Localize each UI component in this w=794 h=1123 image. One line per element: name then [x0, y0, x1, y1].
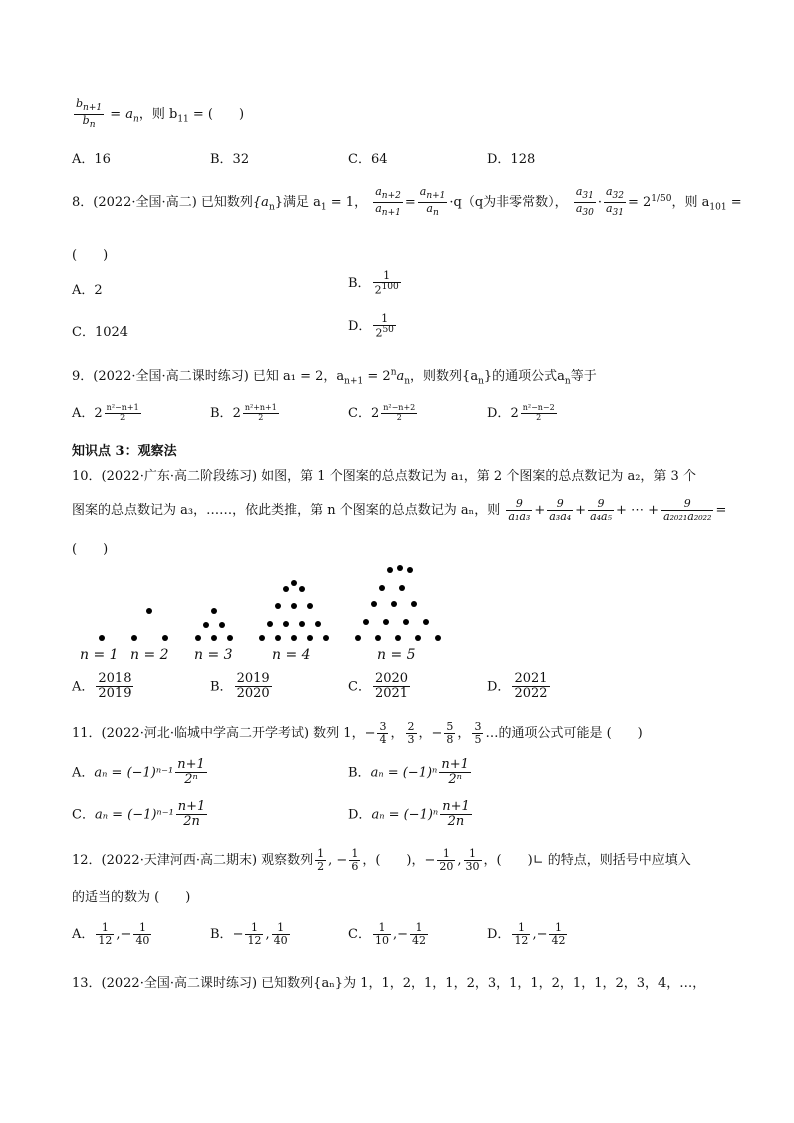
q9-option-b[interactable]: B．2 $\frac{\text{n²+n+1}}{2}$	[210, 403, 277, 422]
q9-option-a[interactable]: A．2 $\frac{\text{n²−n+1}}{2}$	[72, 403, 139, 422]
q10-line1: 10．(2022·广东·高二阶段练习) 如图，第 1 个图案的总点数记为 a₁，第 2 个图案的总点数记为 a₂，第 3 个	[72, 469, 696, 484]
pattern-dot	[195, 635, 201, 641]
q8-option-d[interactable]: D． $\frac{1}{2^{50}}$	[348, 312, 394, 340]
pattern-dot	[307, 603, 313, 609]
pattern-dot	[259, 635, 265, 641]
section-heading: 知识点 3：观察法	[72, 444, 177, 459]
q12-option-a[interactable]: A． $\frac{1}{12}$ ,− $\frac{1}{40}$	[72, 921, 150, 948]
pattern-dot	[391, 601, 397, 607]
pattern-dot	[435, 635, 441, 641]
pattern-dot	[323, 635, 329, 641]
pattern-dot	[275, 603, 281, 609]
q7-option-b[interactable]: B．32	[210, 152, 250, 167]
q11-option-c[interactable]: C．aₙ = (−1)ⁿ⁻¹ $\frac{n+1}{2n}$	[72, 799, 206, 830]
q10-option-a[interactable]: A． $\frac{2018}{2019}$	[72, 671, 132, 702]
pattern-dot	[415, 635, 421, 641]
q10-option-b[interactable]: B． $\frac{2019}{2020}$	[210, 671, 270, 702]
pattern-dot	[162, 635, 168, 641]
pattern-dot	[363, 619, 369, 625]
figure-label-n3: n = 3	[194, 647, 233, 663]
q12-stem: 12．(2022·天津河西·高二期末) 观察数列 $\frac{1}{2}$ , − $\frac{1}{6}$ ，( )，− $\frac{1}{20}$ , $\frac{1}{30}$ ，( )∟ 的特点，则括号中应填入	[72, 847, 691, 874]
q8-option-c[interactable]: C．1024	[72, 325, 129, 340]
q8-paren: ( )	[72, 248, 109, 263]
q11-stem: 11．(2022·河北·临城中学高二开学考试) 数列 1，− $\frac{3}{4}$ ， $\frac{2}{3}$ ，− $\frac{5}{8}$ ， $\frac{3}{5}$ …的通项公式可能是 ( )	[72, 720, 643, 747]
q8-stem: 8．(2022·全国·高二) 已知数列$\{a_n\}$满足 $a_1 = 1$， $\frac{a_{n+2}}{a_{n+1}}$ = $\frac{a_{n+1}}{a_n}$ ·q（q为非零常数）， $\frac{a_{31}}{a_{30}}$ · $\frac{a_{32}}{a_{31}}$ = $2^{1/50}$，则 $a_{101}$ =	[72, 185, 742, 219]
pattern-dot	[99, 635, 105, 641]
pattern-dot	[211, 608, 217, 614]
pattern-dot	[299, 586, 305, 592]
q12-line2: 的适当的数为 ( )	[72, 890, 191, 905]
q8-option-b[interactable]: B． $\frac{1}{2^{100}}$	[348, 269, 399, 297]
pattern-dot	[379, 585, 385, 591]
pattern-dot	[283, 621, 289, 627]
pattern-dot	[307, 635, 313, 641]
q7-option-c[interactable]: C．64	[348, 152, 388, 167]
pattern-dot	[383, 619, 389, 625]
pattern-dot	[397, 565, 403, 571]
q9-option-c[interactable]: C．2 $\frac{\text{n²−n+2}}{2}$	[348, 403, 416, 422]
pattern-dot	[267, 621, 273, 627]
pattern-dot	[131, 635, 137, 641]
q9-stem: 9．(2022·全国·高二课时练习) 已知 a₁ = 2，$a_{n+1} = 2^na_n$，则数列$\{a_n\}$的通项公式$a_n$等于	[72, 367, 597, 387]
pattern-dot	[399, 585, 405, 591]
pattern-dot	[387, 567, 393, 573]
pattern-dot	[375, 635, 381, 641]
q10-option-c[interactable]: C． $\frac{2020}{2021}$	[348, 671, 409, 702]
pattern-dot	[203, 622, 209, 628]
pattern-dot	[146, 608, 152, 614]
pattern-dot	[227, 635, 233, 641]
q10-option-d[interactable]: D． $\frac{2021}{2022}$	[487, 671, 548, 702]
pattern-dot	[219, 622, 225, 628]
q9-option-d[interactable]: D．2 $\frac{\text{n²−n−2}}{2}$	[487, 403, 555, 422]
q7-option-d[interactable]: D．128	[487, 152, 536, 167]
pattern-dot	[211, 635, 217, 641]
q10-line2: 图案的总点数记为 a₃，……，依此类推，第 n 个图案的总点数记为 aₙ，则 $\frac{9}{\text{a₁a₃}}$ + $\frac{9}{\text{a₃a₄}}$ + $\frac{9}{\text{a₄a₅}}$ + ⋯ + $\frac{9}{\text{a₂₀₂₁a₂₀₂₂}}$ =	[72, 497, 727, 524]
pattern-dot	[299, 621, 305, 627]
pattern-dot	[423, 619, 429, 625]
q12-option-d[interactable]: D． $\frac{1}{12}$ ,− $\frac{1}{42}$	[487, 921, 566, 948]
figure-label-n5: n = 5	[377, 647, 416, 663]
figure-label-n2: n = 2	[130, 647, 169, 663]
q11-option-a[interactable]: A．aₙ = (−1)ⁿ⁻¹ $\frac{n+1}{\text{2ⁿ}}$	[72, 757, 205, 788]
pattern-dot	[407, 567, 413, 573]
pattern-dot	[291, 580, 297, 586]
pattern-dot	[403, 619, 409, 625]
q13-stem: 13．(2022·全国·高二课时练习) 已知数列{aₙ}为 1，1，2，1，1，2，3，1，1，2，1，1，2，3，4，…，	[72, 976, 706, 991]
figure-label-n1: n = 1	[80, 647, 119, 663]
pattern-dot	[371, 601, 377, 607]
q10-paren: ( )	[72, 542, 109, 557]
q8-option-a[interactable]: A．2	[72, 283, 103, 298]
q11-option-d[interactable]: D．aₙ = (−1)ⁿ $\frac{n+1}{2n}$	[348, 799, 470, 830]
pattern-dot	[291, 635, 297, 641]
q12-option-c[interactable]: C． $\frac{1}{10}$ ,− $\frac{1}{42}$	[348, 921, 426, 948]
q11-option-b[interactable]: B．aₙ = (−1)ⁿ $\frac{n+1}{\text{2ⁿ}}$	[348, 757, 469, 788]
q12-option-b[interactable]: B．− $\frac{1}{12}$ , $\frac{1}{40}$	[210, 921, 288, 948]
pattern-dot	[395, 635, 401, 641]
q7-stem: $\frac{b_{n+1}}{b_n}$ = $a_n$，则 $b_{11}$ = ( )	[76, 97, 245, 131]
pattern-dot	[315, 621, 321, 627]
pattern-dot	[411, 601, 417, 607]
pattern-dot	[355, 635, 361, 641]
pattern-dot	[291, 603, 297, 609]
figure-label-n4: n = 4	[272, 647, 311, 663]
pattern-dot	[283, 586, 289, 592]
q7-option-a[interactable]: A．16	[72, 152, 111, 167]
pattern-dot	[275, 635, 281, 641]
